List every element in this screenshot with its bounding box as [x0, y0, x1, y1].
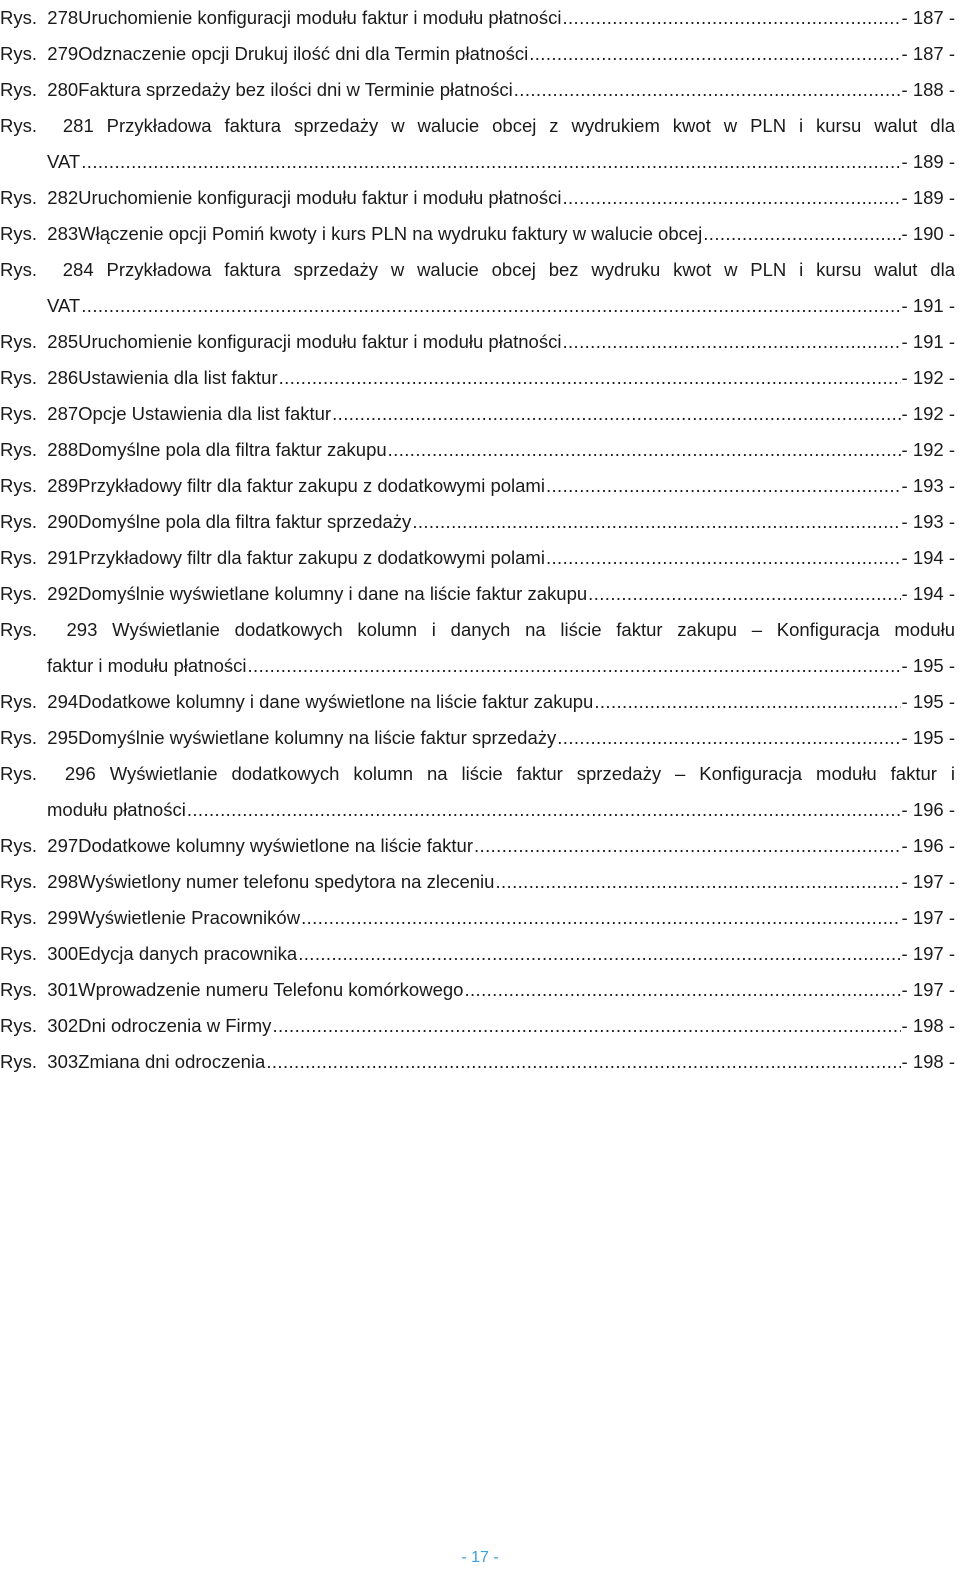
dot-leader [514, 72, 901, 108]
figure-page-number: - 187 - [901, 43, 955, 64]
dot-leader [562, 0, 900, 36]
figure-label: Rys. 278 [0, 7, 79, 28]
toc-entry[interactable] [0, 720, 955, 756]
figure-label: Rys. 291 [0, 547, 79, 568]
figure-label: Rys. 288 [0, 439, 79, 460]
dot-leader [594, 684, 900, 720]
figure-label: Rys. 293 [0, 619, 98, 640]
figure-page-number: - 191 - [901, 295, 955, 316]
dot-leader [557, 720, 900, 756]
toc-entry[interactable] [0, 972, 955, 1008]
figure-title: Wyświetlanie dodatkowych kolumn i danych na liście faktur zakupu – Konfiguracja modułu [112, 619, 955, 640]
figure-title: Domyślnie wyświetlane kolumny na liście faktur sprzedaży [78, 727, 557, 748]
toc-entry[interactable] [0, 936, 955, 972]
dot-leader [298, 936, 900, 972]
figure-label: Rys. 284 [0, 259, 94, 280]
figure-page-number: - 197 - [901, 979, 955, 1000]
toc-entry[interactable] [0, 576, 955, 612]
toc-entry-second-line [0, 792, 955, 828]
dot-leader [546, 540, 901, 576]
figure-label: Rys. 303 [0, 1051, 79, 1072]
toc-entry[interactable] [0, 612, 955, 684]
figure-page-number: - 192 - [901, 403, 955, 424]
figure-label: Rys. 285 [0, 331, 79, 352]
figure-title-continued: modułu płatności [47, 799, 186, 820]
dot-leader [272, 1008, 900, 1044]
toc-entry[interactable] [0, 1008, 955, 1044]
figure-label: Rys. 290 [0, 511, 79, 532]
toc-entry[interactable] [0, 864, 955, 900]
figure-page-number: - 191 - [901, 331, 955, 352]
figure-title: Dodatkowe kolumny i dane wyświetlone na liście faktur zakupu [78, 691, 594, 712]
page-number: - 17 - [461, 1549, 499, 1566]
toc-entry[interactable] [0, 468, 955, 504]
figure-title: Wyświetlony numer telefonu spedytora na zleceniu [78, 871, 495, 892]
figure-page-number: - 197 - [901, 871, 955, 892]
figure-page-number: - 195 - [901, 655, 955, 676]
toc-entry[interactable] [0, 216, 955, 252]
figure-page-number: - 197 - [901, 907, 955, 928]
figure-page-number: - 193 - [901, 475, 955, 496]
figure-page-number: - 188 - [901, 79, 955, 100]
toc-entry[interactable] [0, 756, 955, 828]
toc-entry[interactable] [0, 360, 955, 396]
figure-title: Wprowadzenie numeru Telefonu komórkowego [78, 979, 464, 1000]
figure-title: Przykładowa faktura sprzedaży w walucie obcej z wydrukiem kwot w PLN i kursu walut dla [106, 115, 955, 136]
figure-label: Rys. 301 [0, 979, 79, 1000]
toc-entry-second-line [0, 648, 955, 684]
toc-entry[interactable] [0, 324, 955, 360]
figure-title: Opcje Ustawienia dla list faktur [78, 403, 332, 424]
figure-label: Rys. 297 [0, 835, 79, 856]
dot-leader [81, 288, 900, 324]
figure-page-number: - 190 - [901, 223, 955, 244]
figure-page-number: - 192 - [901, 439, 955, 460]
toc-entry[interactable] [0, 72, 955, 108]
toc-entry-first-line [0, 756, 955, 792]
figure-page-number: - 187 - [901, 7, 955, 28]
figure-title: Domyślne pola dla filtra faktur sprzedaży [78, 511, 412, 532]
figure-title: Dodatkowe kolumny wyświetlone na liście faktur [78, 835, 473, 856]
figure-page-number: - 189 - [901, 151, 955, 172]
figure-page-number: - 195 - [901, 727, 955, 748]
figure-title: Uruchomienie konfiguracji modułu faktur i modułu płatności [78, 7, 562, 28]
toc-entry-first-line [0, 108, 955, 144]
figure-label: Rys. 281 [0, 115, 94, 136]
toc-entry[interactable] [0, 180, 955, 216]
dot-leader [495, 864, 900, 900]
figure-label: Rys. 282 [0, 187, 79, 208]
figure-label: Rys. 283 [0, 223, 79, 244]
dot-leader [81, 144, 900, 180]
figure-page-number: - 193 - [901, 511, 955, 532]
toc-entry[interactable] [0, 684, 955, 720]
dot-leader [474, 828, 901, 864]
figure-title-continued: VAT [47, 151, 81, 172]
dot-leader [562, 180, 900, 216]
dot-leader [562, 324, 900, 360]
toc-entry[interactable] [0, 900, 955, 936]
toc-entry-first-line [0, 612, 955, 648]
dot-leader [279, 360, 901, 396]
figure-label: Rys. 298 [0, 871, 79, 892]
dot-leader [187, 792, 901, 828]
figure-label: Rys. 294 [0, 691, 79, 712]
toc-entry[interactable] [0, 432, 955, 468]
figure-page-number: - 197 - [901, 943, 955, 964]
figure-label: Rys. 302 [0, 1015, 79, 1036]
figure-title: Domyślne pola dla filtra faktur zakupu [78, 439, 387, 460]
figure-page-number: - 198 - [901, 1051, 955, 1072]
toc-entry[interactable] [0, 828, 955, 864]
figure-title: Uruchomienie konfiguracji modułu faktur i modułu płatności [78, 331, 562, 352]
figure-title: Dni odroczenia w Firmy [78, 1015, 272, 1036]
dot-leader [546, 468, 901, 504]
figure-label: Rys. 299 [0, 907, 79, 928]
dot-leader [248, 648, 901, 684]
figure-title: Przykładowa faktura sprzedaży w walucie obcej bez wydruku kwot w PLN i kursu walut dla [106, 259, 955, 280]
toc-entry[interactable] [0, 1044, 955, 1080]
toc-entry-first-line [0, 252, 955, 288]
figure-title: Ustawienia dla list faktur [78, 367, 278, 388]
dot-leader [388, 432, 901, 468]
figure-title-continued: faktur i modułu płatności [47, 655, 247, 676]
dot-leader [301, 900, 900, 936]
figure-title: Domyślnie wyświetlane kolumny i dane na liście faktur zakupu [78, 583, 588, 604]
figure-label: Rys. 286 [0, 367, 79, 388]
dot-leader [266, 1044, 900, 1080]
figure-title: Odznaczenie opcji Drukuj ilość dni dla Termin płatności [78, 43, 529, 64]
figure-label: Rys. 296 [0, 763, 96, 784]
figure-title: Zmiana dni odroczenia [78, 1051, 266, 1072]
toc-entry[interactable] [0, 36, 955, 72]
figure-page-number: - 196 - [901, 799, 955, 820]
figure-title-continued: VAT [47, 295, 81, 316]
figure-title: Wyświetlanie dodatkowych kolumn na liście faktur sprzedaży – Konfiguracja modułu faktur i [109, 763, 955, 784]
figure-label: Rys. 280 [0, 79, 79, 100]
dot-leader [464, 972, 900, 1008]
toc-entry[interactable] [0, 504, 955, 540]
dot-leader [588, 576, 900, 612]
figure-label: Rys. 289 [0, 475, 79, 496]
figure-page-number: - 189 - [901, 187, 955, 208]
figure-page-number: - 195 - [901, 691, 955, 712]
figure-page-number: - 198 - [901, 1015, 955, 1036]
toc-entry[interactable] [0, 0, 955, 36]
figure-title: Edycja danych pracownika [78, 943, 298, 964]
figure-label: Rys. 292 [0, 583, 79, 604]
toc-entry[interactable] [0, 396, 955, 432]
toc-entry[interactable] [0, 252, 955, 324]
figure-page-number: - 194 - [901, 547, 955, 568]
toc-entry[interactable] [0, 540, 955, 576]
toc-entry[interactable] [0, 108, 955, 180]
figure-title: Uruchomienie konfiguracji modułu faktur i modułu płatności [78, 187, 562, 208]
figure-page-number: - 194 - [901, 583, 955, 604]
figure-label: Rys. 300 [0, 943, 79, 964]
figure-page-number: - 192 - [901, 367, 955, 388]
toc-entry-second-line [0, 288, 955, 324]
dot-leader [412, 504, 900, 540]
figure-label: Rys. 279 [0, 43, 79, 64]
toc-entry-second-line [0, 144, 955, 180]
figure-title: Faktura sprzedaży bez ilości dni w Terminie płatności [78, 79, 513, 100]
figure-title: Przykładowy filtr dla faktur zakupu z dodatkowymi polami [78, 547, 545, 568]
dot-leader [332, 396, 900, 432]
figure-label: Rys. 295 [0, 727, 79, 748]
figure-title: Przykładowy filtr dla faktur zakupu z dodatkowymi polami [78, 475, 545, 496]
dot-leader [529, 36, 900, 72]
figure-title: Włączenie opcji Pomiń kwoty i kurs PLN na wydruku faktury w walucie obcej [78, 223, 703, 244]
dot-leader [703, 216, 900, 252]
figure-page-number: - 196 - [901, 835, 955, 856]
figure-label: Rys. 287 [0, 403, 79, 424]
figure-title: Wyświetlenie Pracowników [78, 907, 301, 928]
